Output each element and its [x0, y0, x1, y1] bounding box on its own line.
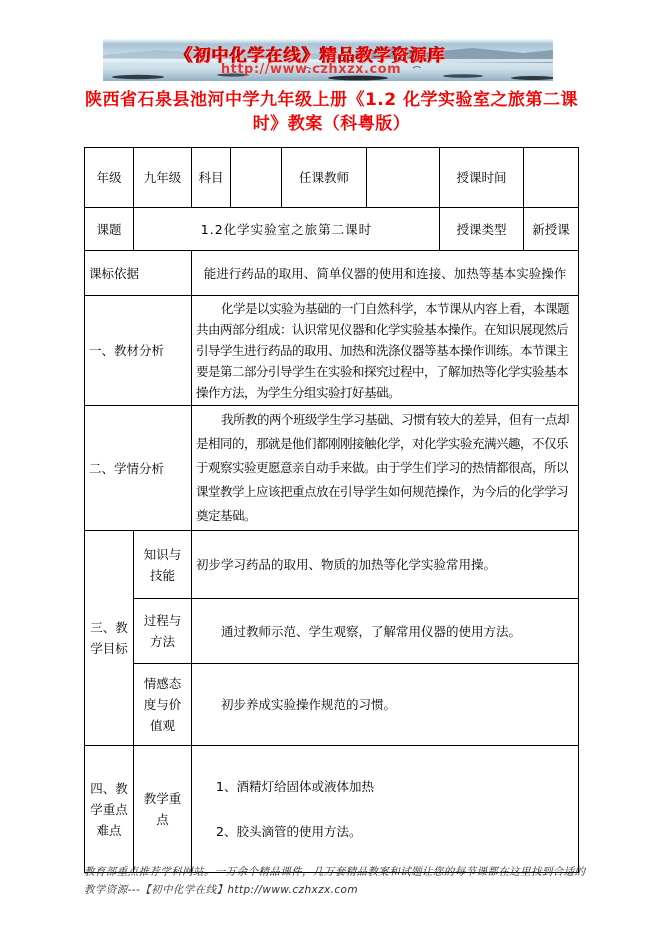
focus-label: 四、教学重点难点 [85, 746, 134, 873]
table-row-goal-knowledge [85, 531, 579, 599]
document-title: 陕西省石泉县池河中学九年级上册《1.2 化学实验室之旅第二课时》教案（科粤版） [84, 90, 579, 134]
footer-promo-text: 教育部重点推荐学科网站。一万余个精品课件，几万套精品教案和试题让您的每节课都在这里找到合适的教学资源---【初中化学在线】http://www.czhxzx.com [84, 866, 586, 896]
teacher-value [367, 148, 440, 208]
student-analysis-content: 我所教的两个班级学生学习基础、习惯有较大的差异，但有一点却是相同的，那就是他们都刚刚接触化学，对化学实验充满兴趣，不仅乐于观察实验更愿意亲自动手来做。由于学生们学习的热情都很高，所以课堂教学上应该把重点放在引导学生如何规范操作，为今后的化学学习奠定基础。 [192, 406, 579, 531]
goal-emotion-label: 情感态度与价值观 [134, 664, 192, 746]
table-row-topic [85, 208, 579, 251]
material-analysis-content: 化学是以实验为基础的一门自然科学，本节课从内容上看，本课题共由两部分组成：认识常见仪器和化学实验基本操作。在知识展现然后引导学生进行药品的取用、加热和洗涤仪器等基本操作训练。本节课主要是第二部分引导学生在实验和探究过程中，了解加热等化学实验基本操作方法，为学生分组实验打好基础。 [192, 296, 579, 406]
focus-item-2: 2、胶头滴管的使用方法。 [216, 824, 362, 839]
goal-process-content: 通过教师示范、学生观察，了解常用仪器的使用方法。 [192, 599, 579, 664]
standard-content: 能进行药品的取用、简单仪器的使用和连接、加热等基本实验操作 [192, 251, 579, 296]
grade-label: 年级 [85, 148, 134, 208]
goal-process-label: 过程与方法 [134, 599, 192, 664]
table-row-student-analysis [85, 406, 579, 531]
banner-site-title: 《初中化学在线》精品教学资源库 [176, 46, 446, 66]
goal-emotion-content: 初步养成实验操作规范的习惯。 [192, 664, 579, 746]
table-row-goal-process [85, 599, 579, 664]
topic-value: 1.2化学实验室之旅第二课时 [134, 208, 440, 251]
topic-label: 课题 [85, 208, 134, 251]
grade-value: 九年级 [134, 148, 192, 208]
lesson-type-value: 新授课 [524, 208, 579, 251]
student-analysis-label: 二、学情分析 [85, 406, 192, 531]
standard-label: 课标依据 [85, 251, 192, 296]
time-label: 授课时间 [440, 148, 524, 208]
table-row-material-analysis [85, 296, 579, 406]
subject-label: 科目 [192, 148, 231, 208]
lesson-type-label: 授课类型 [440, 208, 524, 251]
site-banner-image [103, 39, 553, 81]
time-value [524, 148, 579, 208]
focus-sub-label: 教学重点 [134, 746, 192, 873]
banner-site-url: http://www.czhxzx.com [220, 62, 402, 77]
teacher-label: 任课教师 [282, 148, 367, 208]
material-analysis-label: 一、教材分析 [85, 296, 192, 406]
goal-knowledge-content: 初步学习药品的取用、物质的加热等化学实验常用操。 [192, 531, 579, 599]
goals-label: 三、教学目标 [85, 531, 134, 746]
focus-item-1: 1、酒精灯给固体或液体加热 [216, 779, 374, 794]
table-row-goal-emotion [85, 664, 579, 746]
subject-value [231, 148, 282, 208]
table-row-focus [85, 746, 579, 873]
lesson-plan-table [84, 147, 579, 873]
focus-content [192, 746, 579, 873]
goal-knowledge-label: 知识与技能 [134, 531, 192, 599]
table-row-standard [85, 251, 579, 296]
table-row-grade [85, 148, 579, 208]
